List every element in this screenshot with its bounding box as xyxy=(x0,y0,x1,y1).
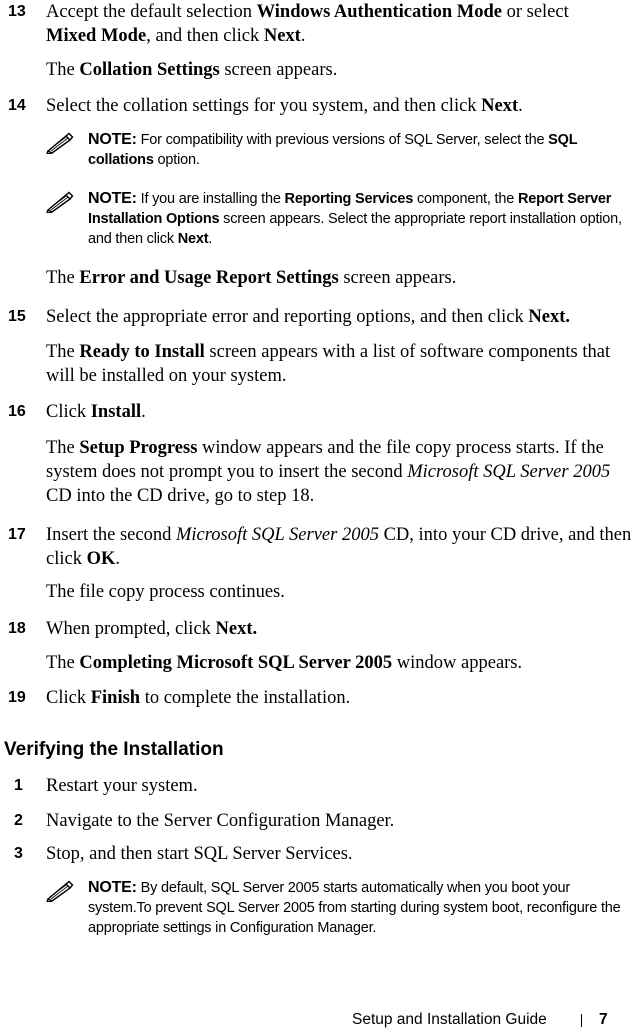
footer-title: Setup and Installation Guide xyxy=(352,1011,547,1028)
step-text: Navigate to the Server Configuration Manager. xyxy=(46,811,395,831)
step-15-result: The Ready to Install screen appears with a list of software components that will be installed on your system. xyxy=(46,342,611,386)
step-number: 18 xyxy=(8,620,26,637)
note-text: NOTE: If you are installing the Reporting Services component, the Report Server Installation Options screen appears. Select the appropriate report installation option, and then click Next. xyxy=(88,190,622,247)
step-text: When prompted, click Next. xyxy=(46,619,258,639)
section-title: Verifying the Installation xyxy=(4,739,224,760)
step-number: 3 xyxy=(14,845,23,862)
pencil-note-icon xyxy=(46,132,74,154)
note-text: NOTE: For compatibility with previous versions of SQL Server, select the SQL collations option. xyxy=(88,131,578,168)
step-number: 14 xyxy=(8,97,26,114)
step-text: Click Finish to complete the installation. xyxy=(46,688,351,708)
step-number: 17 xyxy=(8,526,26,543)
step-text: Select the appropriate error and reporting options, and then click Next. xyxy=(46,307,570,327)
note-text: NOTE: By default, SQL Server 2005 starts automatically when you boot your system.To prevent SQL Server 2005 from starting during system boot, reconfigure the appropriate settings in Configuration Manager. xyxy=(88,879,621,936)
step-16-result: The Setup Progress window appears and the file copy process starts. If the system does not prompt you to insert the second Microsoft SQL Server 2005 CD into the CD drive, go to step 18. xyxy=(46,438,611,506)
note-box xyxy=(46,189,635,253)
step-number: 13 xyxy=(8,3,26,20)
footer-divider xyxy=(581,1014,582,1027)
step-text: Stop, and then start SQL Server Services. xyxy=(46,844,353,864)
step-18-result: The Completing Microsoft SQL Server 2005 window appears. xyxy=(46,653,523,673)
step-number: 1 xyxy=(14,777,23,794)
pencil-note-icon xyxy=(46,880,74,902)
step-number: 16 xyxy=(8,403,26,420)
note-2-result: The Error and Usage Report Settings screen appears. xyxy=(46,268,457,288)
step-text: Select the collation settings for you system, and then click Next. xyxy=(46,96,523,116)
step-text: Restart your system. xyxy=(46,776,198,796)
step-number: 15 xyxy=(8,308,26,325)
note-box xyxy=(46,130,635,174)
step-text: Click Install. xyxy=(46,402,146,422)
pencil-note-icon xyxy=(46,191,74,213)
step-13-result: The Collation Settings screen appears. xyxy=(46,60,338,80)
note-box xyxy=(46,878,635,942)
page-number: 7 xyxy=(599,1011,608,1028)
step-text: Insert the second Microsoft SQL Server 2005 CD, into your CD drive, and then click OK. xyxy=(46,525,632,569)
step-text: Accept the default selection Windows Authentication Mode or select Mixed Mode, and then click Next. xyxy=(46,2,569,46)
step-number: 2 xyxy=(14,812,23,829)
step-17-result: The file copy process continues. xyxy=(46,582,285,602)
step-number: 19 xyxy=(8,689,26,706)
